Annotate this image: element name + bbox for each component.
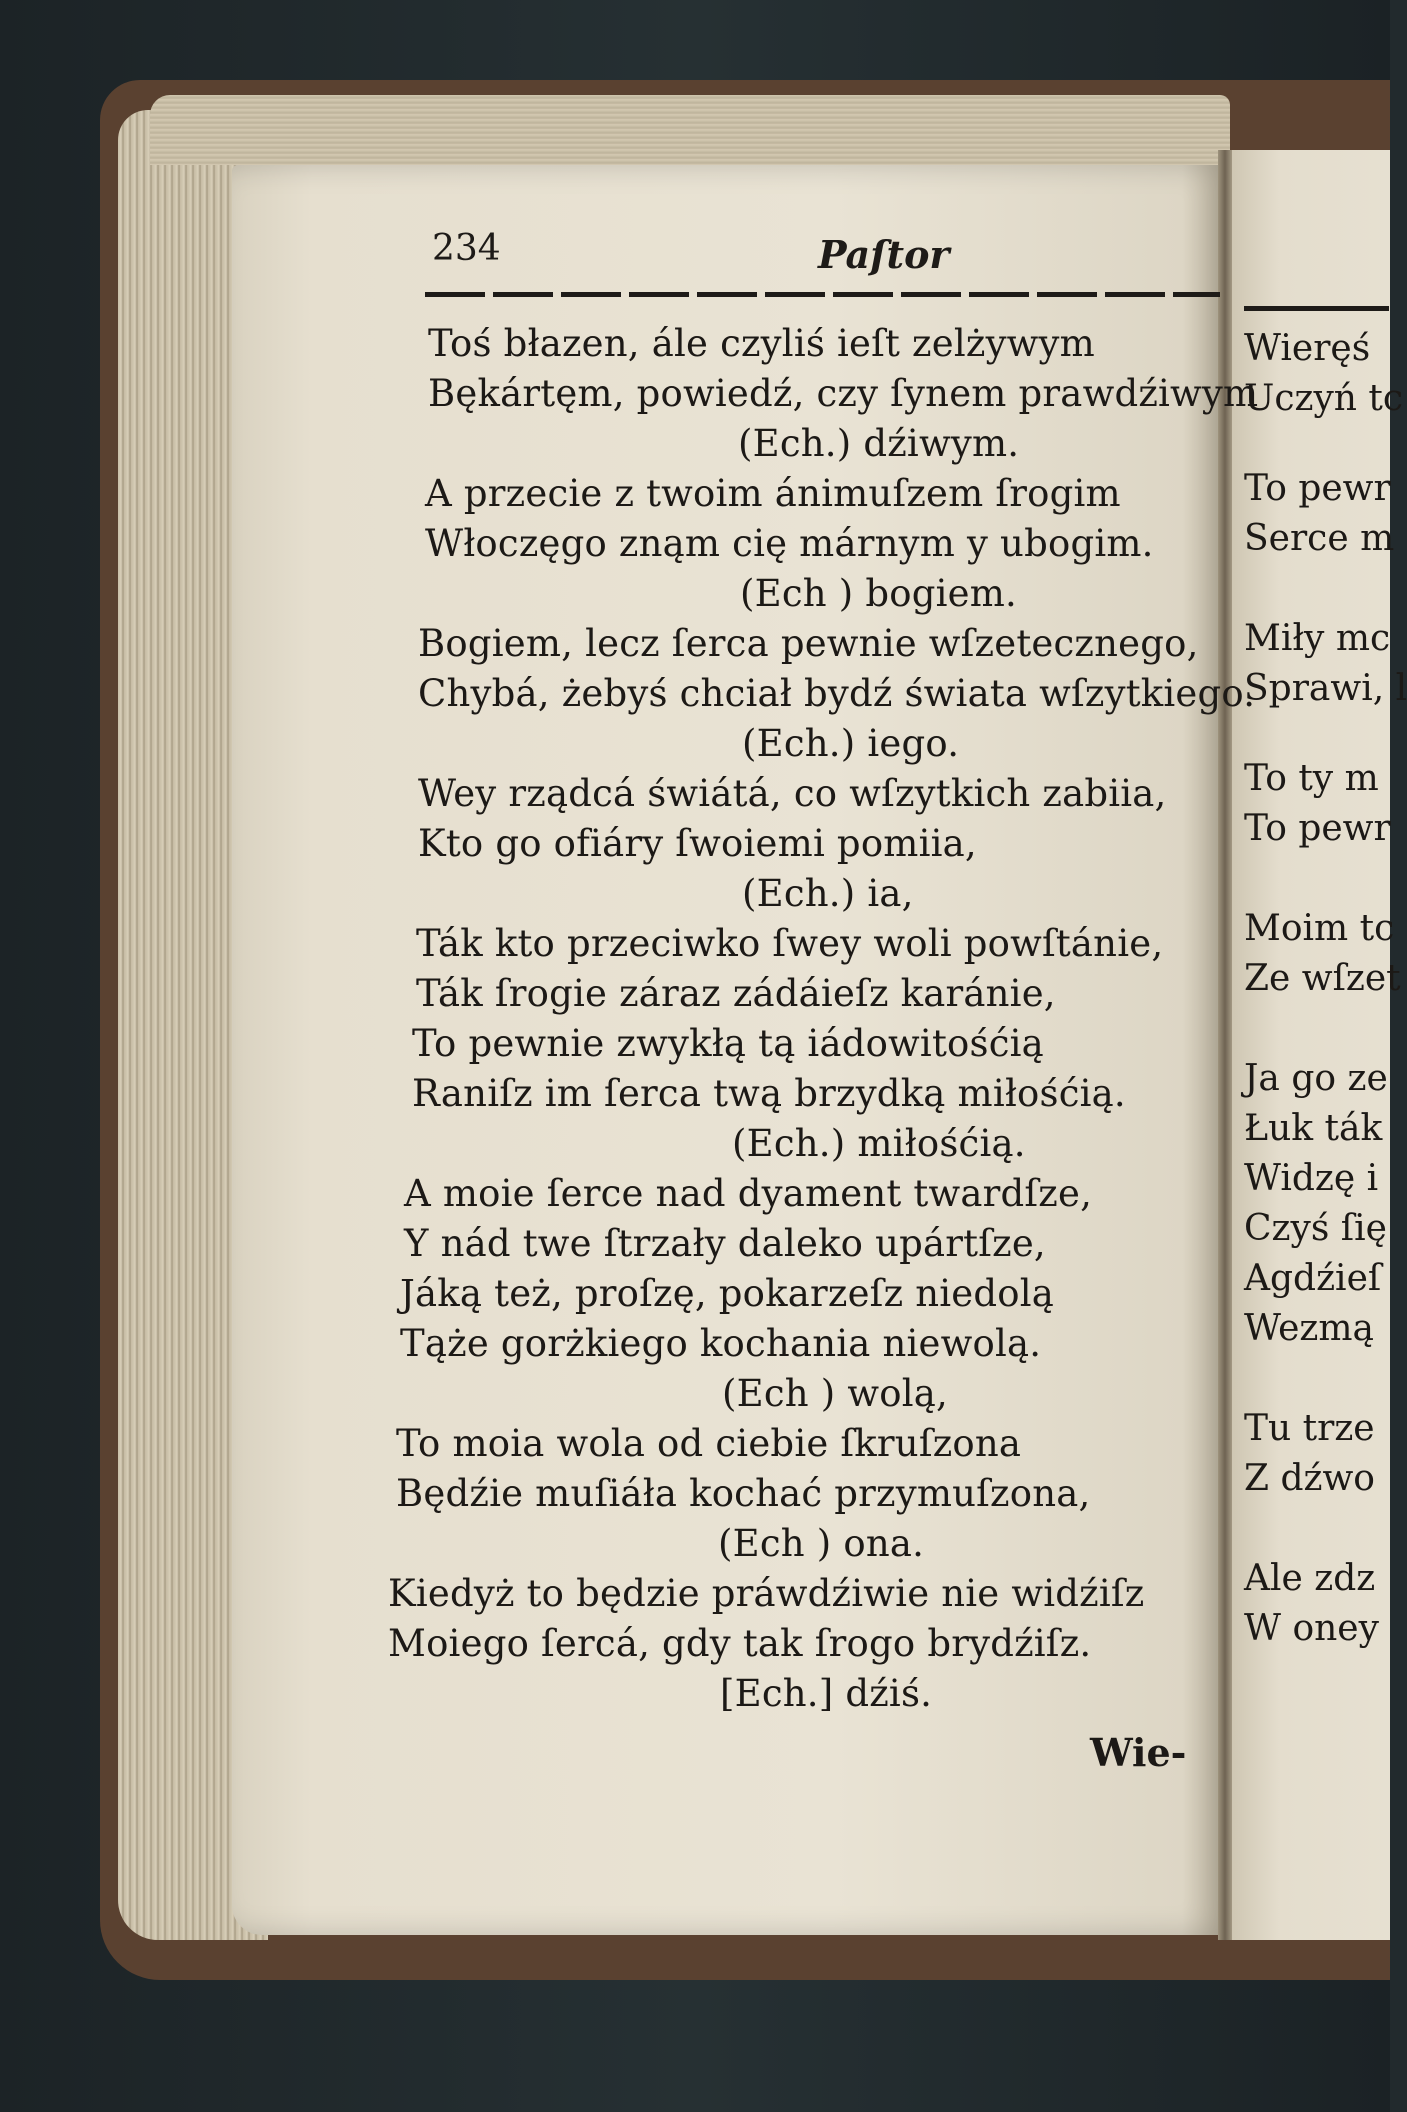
- text-line-echo: (Ech.) ia,: [742, 872, 914, 915]
- text-line: Y nád twe ſtrzały daleko upártſze,: [404, 1222, 1046, 1265]
- text-line: Chybá, żebyś chciał bydź świata wſzytkiego.: [418, 672, 1256, 715]
- text-line: Ták ſrogie záraz zádáieſz karánie,: [416, 972, 1056, 1015]
- next-page-line: Ale zdz: [1244, 1558, 1376, 1599]
- next-page-line: Wieręś: [1244, 328, 1371, 369]
- text-line: Kiedyż to będzie práwdźiwie nie widźiſz: [388, 1572, 1145, 1615]
- catchword: Wie-: [1090, 1730, 1187, 1775]
- next-page-line: Czyś ſię: [1244, 1208, 1387, 1249]
- text-line: Bogiem, lecz ſerca pewnie wſzetecznego,: [418, 622, 1199, 665]
- text-line-echo: (Ech ) ona.: [718, 1522, 925, 1565]
- next-page-line: Agdźieſ: [1244, 1258, 1382, 1299]
- next-page-line: Tu trze: [1244, 1408, 1375, 1449]
- next-page-line: Uczyń tc: [1244, 378, 1404, 419]
- next-page-line: Miły mc: [1244, 618, 1391, 659]
- text-line: Jáką też, proſzę, pokarzeſz niedolą: [400, 1272, 1055, 1315]
- text-line: Bękártęm, powiedź, czy ſynem prawdźiwym: [428, 372, 1259, 415]
- text-line: Moiego ſercá, gdy tak ſrogo brydźiſz.: [388, 1622, 1092, 1665]
- text-line-echo: (Ech ) bogiem.: [740, 572, 1017, 615]
- page-number: 234: [432, 228, 501, 269]
- text-line: Raniſz im ſerca twą brzydką miłośćią.: [412, 1072, 1126, 1115]
- text-line: A przecie z twoim ánimuſzem ſrogim: [425, 472, 1121, 515]
- next-page-line: To pewr: [1244, 808, 1391, 849]
- next-page-line: Serce m: [1244, 518, 1395, 559]
- text-line-echo: [Ech.] dźiś.: [720, 1672, 933, 1715]
- text-line: Będźie muſiáła kochać przymuſzona,: [396, 1472, 1091, 1515]
- text-line: To moia wola od ciebie ſkruſzona: [396, 1422, 1022, 1465]
- text-line: A moie ſerce nad dyament twardſze,: [404, 1172, 1093, 1215]
- next-page-line: Widzę i: [1244, 1158, 1379, 1199]
- text-line: Wey rządcá świátá, co wſzytkich zabiia,: [418, 772, 1167, 815]
- text-line: Kto go ofiáry ſwoiemi pomiia,: [418, 822, 977, 865]
- next-page-line: Ze wſzet: [1244, 958, 1401, 999]
- next-page-line: To pewr: [1244, 468, 1391, 509]
- next-page-line: Wezmą: [1244, 1308, 1374, 1349]
- text-line: Włoczęgo znąm cię márnym y ubogim.: [425, 522, 1154, 565]
- text-line: Ták kto przeciwko ſwey woli powſtánie,: [416, 922, 1164, 965]
- text-line-echo: (Ech ) wolą,: [722, 1372, 948, 1415]
- next-page-line: Moim tc: [1244, 908, 1395, 949]
- text-line: Tąże gorżkiego kochania niewolą.: [400, 1322, 1042, 1365]
- next-page-line: Sprawi, l: [1244, 668, 1407, 709]
- book-gutter: [1218, 150, 1232, 1940]
- next-page-line: W oney: [1244, 1608, 1379, 1649]
- text-line-echo: (Ech.) iego.: [742, 722, 960, 765]
- top-page-edges: [150, 95, 1230, 165]
- next-page-text: [1232, 150, 1407, 1940]
- next-page-rule: [1244, 306, 1389, 311]
- next-page-line: Z dźwo: [1244, 1458, 1375, 1499]
- next-page-line: Łuk ták: [1244, 1108, 1383, 1149]
- text-line-echo: (Ech.) dźiwym.: [738, 422, 1020, 465]
- next-page-line: Ja go ze: [1244, 1058, 1388, 1099]
- running-head: Paſtor: [818, 232, 950, 277]
- text-line-echo: (Ech.) miłośćią.: [732, 1122, 1026, 1165]
- text-line: To pewnie zwykłą tą iádowitośćią: [412, 1022, 1044, 1065]
- header-rule: [425, 292, 1220, 297]
- next-page-line: To ty m: [1244, 758, 1379, 799]
- text-line: Toś błazen, ále czyliś ieſt zelżywym: [428, 322, 1095, 365]
